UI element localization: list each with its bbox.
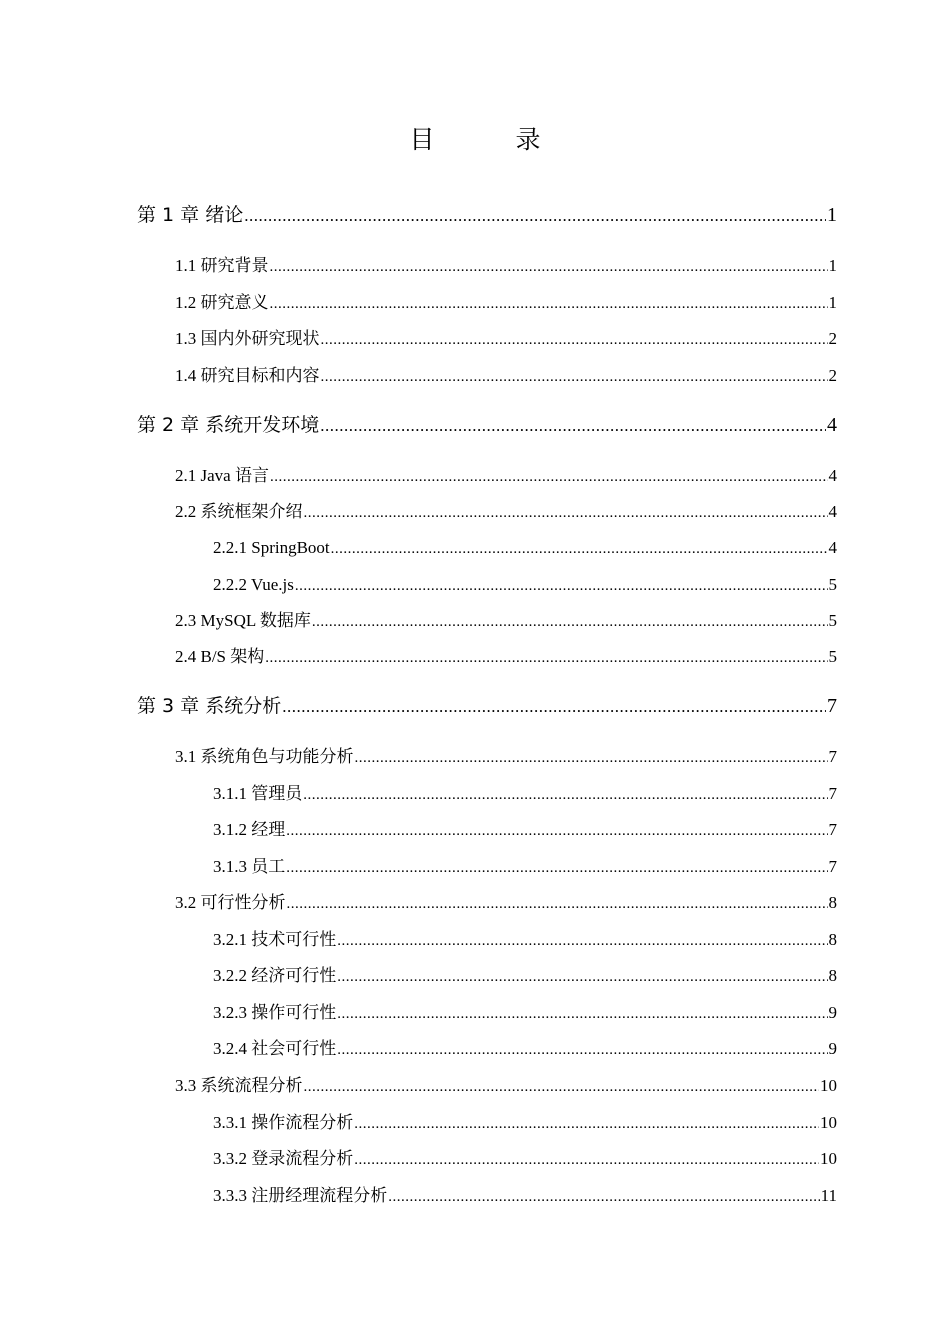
dot-leader bbox=[321, 328, 828, 352]
dot-leader bbox=[320, 412, 826, 440]
dot-leader bbox=[295, 574, 828, 598]
toc-page-number: 11 bbox=[820, 1186, 837, 1205]
toc-subsection-2-2-2[interactable] bbox=[213, 573, 837, 598]
toc-page-number: 1 bbox=[827, 204, 837, 226]
toc-subsection-3-2-3[interactable] bbox=[213, 1001, 837, 1026]
dot-leader bbox=[303, 783, 827, 807]
toc-entry-label: 3.2.4 社会可行性 bbox=[213, 1039, 337, 1058]
dot-leader bbox=[337, 1038, 827, 1062]
toc-entry-label: 3.3.3 注册经理流程分析 bbox=[213, 1186, 388, 1205]
dot-leader bbox=[354, 1148, 819, 1172]
dot-leader bbox=[354, 1112, 819, 1136]
toc-page-number: 4 bbox=[827, 414, 837, 436]
dot-leader bbox=[282, 693, 826, 721]
toc-chapter-1[interactable] bbox=[137, 201, 837, 230]
toc-subsection-2-2-1[interactable] bbox=[213, 536, 837, 561]
toc-page-number: 2 bbox=[828, 329, 837, 348]
dot-leader bbox=[321, 365, 828, 389]
toc-entry-label: 2.2 系统框架介绍 bbox=[175, 502, 303, 521]
toc-entry-label: 2.4 B/S 架构 bbox=[175, 647, 265, 666]
toc-chapter-3[interactable] bbox=[137, 692, 837, 721]
toc-page-number: 1 bbox=[828, 293, 837, 312]
toc-subsection-3-3-2[interactable] bbox=[213, 1147, 837, 1172]
toc-page-number: 5 bbox=[828, 611, 837, 630]
toc-entry-label: 1.2 研究意义 bbox=[175, 293, 269, 312]
toc-entry-label: 第 3 章 系统分析 bbox=[137, 695, 282, 717]
dot-leader bbox=[270, 255, 828, 279]
toc-page-number: 8 bbox=[828, 893, 837, 912]
toc-page-number: 5 bbox=[828, 647, 837, 666]
toc-section-1-4[interactable] bbox=[175, 364, 837, 389]
toc-chapter-2[interactable] bbox=[137, 411, 837, 440]
toc-page-number: 10 bbox=[820, 1113, 837, 1132]
toc-section-3-2[interactable] bbox=[175, 891, 837, 916]
toc-entry-label: 3.2.2 经济可行性 bbox=[213, 966, 337, 985]
toc-subsection-3-1-1[interactable] bbox=[213, 782, 837, 807]
toc-subsection-3-1-2[interactable] bbox=[213, 818, 837, 843]
toc-entry-label: 3.3.2 登录流程分析 bbox=[213, 1149, 354, 1168]
toc-entry-label: 2.2.2 Vue.js bbox=[213, 575, 294, 594]
toc-entry-label: 3.2.1 技术可行性 bbox=[213, 930, 337, 949]
toc-page-number: 2 bbox=[828, 366, 837, 385]
toc-entry-label: 3.2.3 操作可行性 bbox=[213, 1003, 337, 1022]
dot-leader bbox=[270, 465, 828, 489]
toc-entry-label: 2.1 Java 语言 bbox=[175, 466, 269, 485]
dot-leader bbox=[286, 856, 827, 880]
dot-leader bbox=[244, 202, 826, 230]
dot-leader bbox=[337, 965, 827, 989]
page-title: 目 录 bbox=[409, 125, 569, 154]
toc-page-number: 8 bbox=[828, 930, 837, 949]
toc-section-1-1[interactable] bbox=[175, 254, 837, 279]
toc-subsection-3-1-3[interactable] bbox=[213, 855, 837, 880]
toc-section-2-1[interactable] bbox=[175, 464, 837, 489]
toc-subsection-3-2-4[interactable] bbox=[213, 1037, 837, 1062]
toc-page-number: 10 bbox=[820, 1076, 837, 1095]
toc-subsection-3-3-3[interactable] bbox=[213, 1184, 837, 1209]
dot-leader bbox=[287, 892, 828, 916]
toc-page-number: 7 bbox=[828, 857, 837, 876]
dot-leader bbox=[355, 746, 828, 770]
toc-page-number: 10 bbox=[820, 1149, 837, 1168]
toc-entry-label: 2.2.1 SpringBoot bbox=[213, 538, 330, 557]
toc-subsection-3-3-1[interactable] bbox=[213, 1111, 837, 1136]
toc-page-number: 7 bbox=[828, 820, 837, 839]
toc-page-number: 7 bbox=[828, 784, 837, 803]
dot-leader bbox=[388, 1185, 819, 1209]
toc-page-number: 4 bbox=[828, 502, 837, 521]
toc-page-number: 4 bbox=[828, 538, 837, 557]
toc-section-2-2[interactable] bbox=[175, 500, 837, 525]
toc-page-number: 5 bbox=[828, 575, 837, 594]
dot-leader bbox=[304, 1075, 820, 1099]
toc-page-number: 7 bbox=[828, 747, 837, 766]
toc-subsection-3-2-1[interactable] bbox=[213, 928, 837, 953]
dot-leader bbox=[337, 1002, 827, 1026]
toc-entry-label: 第 1 章 绪论 bbox=[137, 204, 244, 226]
toc-entry-label: 3.1.1 管理员 bbox=[213, 784, 303, 803]
toc-entry-label: 2.3 MySQL 数据库 bbox=[175, 611, 311, 630]
dot-leader bbox=[312, 610, 828, 634]
toc-section-1-3[interactable] bbox=[175, 327, 837, 352]
toc-page-number: 4 bbox=[828, 466, 837, 485]
toc-entry-label: 3.3.1 操作流程分析 bbox=[213, 1113, 354, 1132]
dot-leader bbox=[337, 929, 827, 953]
toc-section-3-1[interactable] bbox=[175, 745, 837, 770]
toc-page-number: 7 bbox=[827, 695, 837, 717]
toc-entry-label: 3.1.3 员工 bbox=[213, 857, 286, 876]
dot-leader bbox=[331, 537, 828, 561]
toc-entry-label: 1.1 研究背景 bbox=[175, 256, 269, 275]
toc-section-2-4[interactable] bbox=[175, 645, 837, 670]
toc-entry-label: 1.4 研究目标和内容 bbox=[175, 366, 320, 385]
toc-page-number: 9 bbox=[828, 1039, 837, 1058]
toc-entry-label: 1.3 国内外研究现状 bbox=[175, 329, 320, 348]
toc-entry-label: 第 2 章 系统开发环境 bbox=[137, 414, 320, 436]
dot-leader bbox=[265, 646, 827, 670]
toc-entry-label: 3.1 系统角色与功能分析 bbox=[175, 747, 354, 766]
dot-leader bbox=[286, 819, 827, 843]
toc-subsection-3-2-2[interactable] bbox=[213, 964, 837, 989]
dot-leader bbox=[304, 501, 828, 525]
toc-page-number: 8 bbox=[828, 966, 837, 985]
toc-page-number: 1 bbox=[828, 256, 837, 275]
toc-section-2-3[interactable] bbox=[175, 609, 837, 634]
toc-entry-label: 3.1.2 经理 bbox=[213, 820, 286, 839]
toc-section-3-3[interactable] bbox=[175, 1074, 837, 1099]
toc-entry-label: 3.2 可行性分析 bbox=[175, 893, 286, 912]
dot-leader bbox=[270, 292, 828, 316]
toc-entry-label: 3.3 系统流程分析 bbox=[175, 1076, 303, 1095]
toc-section-1-2[interactable] bbox=[175, 291, 837, 316]
toc-page-number: 9 bbox=[828, 1003, 837, 1022]
